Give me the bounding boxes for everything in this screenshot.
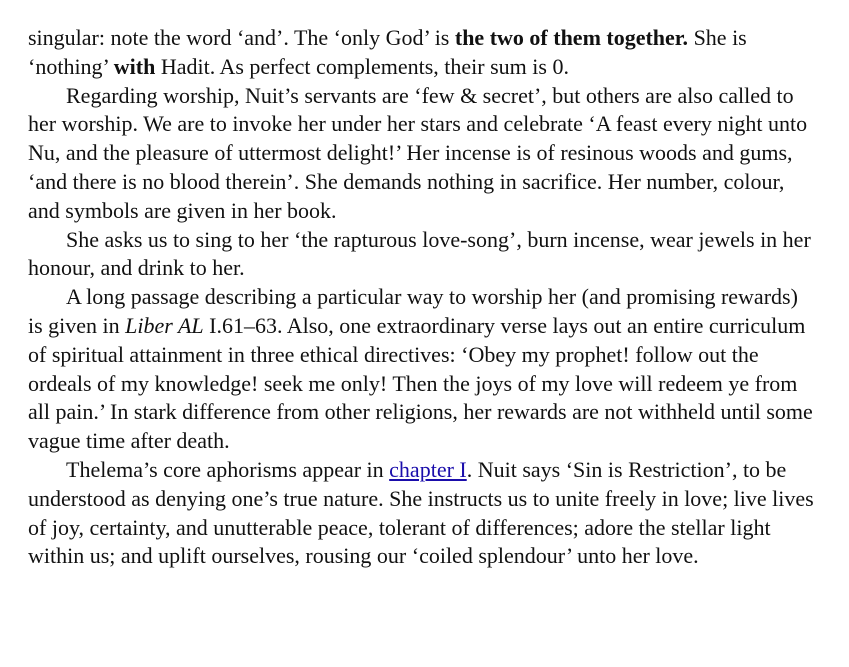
- paragraph-5-text-b: . Nuit says ‘Sin is Restriction’, to be understood as denying one’s true nature. She instructs us to unite freely in love; live lives of joy, certainty, and unutterable peace, tolerant of differences; adore the stellar light within us; and uplift ourselves, rousing our ‘coiled splendour’ unto her love.: [28, 456, 814, 569]
- paragraph-1-text-c: Hadit. As perfect complements, their sum is 0.: [155, 53, 569, 79]
- paragraph-1-text-a: singular: note the word ‘and’. The ‘only God’ is: [28, 25, 455, 50]
- paragraph-4: [28, 283, 818, 456]
- document-body: [28, 24, 818, 571]
- paragraph-3-text: She asks us to sing to her ‘the rapturous love-song’, burn incense, wear jewels in her honour, and drink to her.: [28, 226, 811, 281]
- paragraph-4-text-a: A long passage describing a particular way to worship her (and promising rewards) is given in: [28, 284, 798, 338]
- paragraph-2: [28, 82, 818, 226]
- paragraph-4-text-b: I.61–63. Also, one extraordinary verse lays out an entire curriculum of spiritual attainment in three ethical directives: ‘Obey my prophet! follow out the ordeals of my knowledge! seek me only! Then the joys of my love will redeem ye from all pain.’ In stark difference from other religions, her rewards are not withheld until some vague time after death.: [28, 312, 813, 454]
- paragraph-3: [28, 226, 818, 284]
- paragraph-5-text-a: Thelema’s core aphorisms appear in: [66, 456, 390, 482]
- italic-title-liber-al: Liber AL: [125, 312, 204, 338]
- paragraph-5: [28, 456, 818, 571]
- bold-phrase-together: the two of them together.: [454, 25, 689, 50]
- paragraph-1: [28, 24, 818, 82]
- bold-word-with: with: [113, 53, 156, 79]
- paragraph-2-text: Regarding worship, Nuit’s servants are ‘few & secret’, but others are also called to her worship. We are to invoke her under her stars and celebrate ‘A feast every night unto Nu, and the pleasure of uttermost delight!’ Her incense is of resinous woods and gums, ‘and there is no blood therein’. She demands nothing in sacrifice. Her number, colour, and symbols are given in her book.: [28, 82, 808, 223]
- chapter-link[interactable]: chapter I: [389, 456, 467, 482]
- paragraph-1-text-b: She is ‘nothing’: [28, 25, 747, 79]
